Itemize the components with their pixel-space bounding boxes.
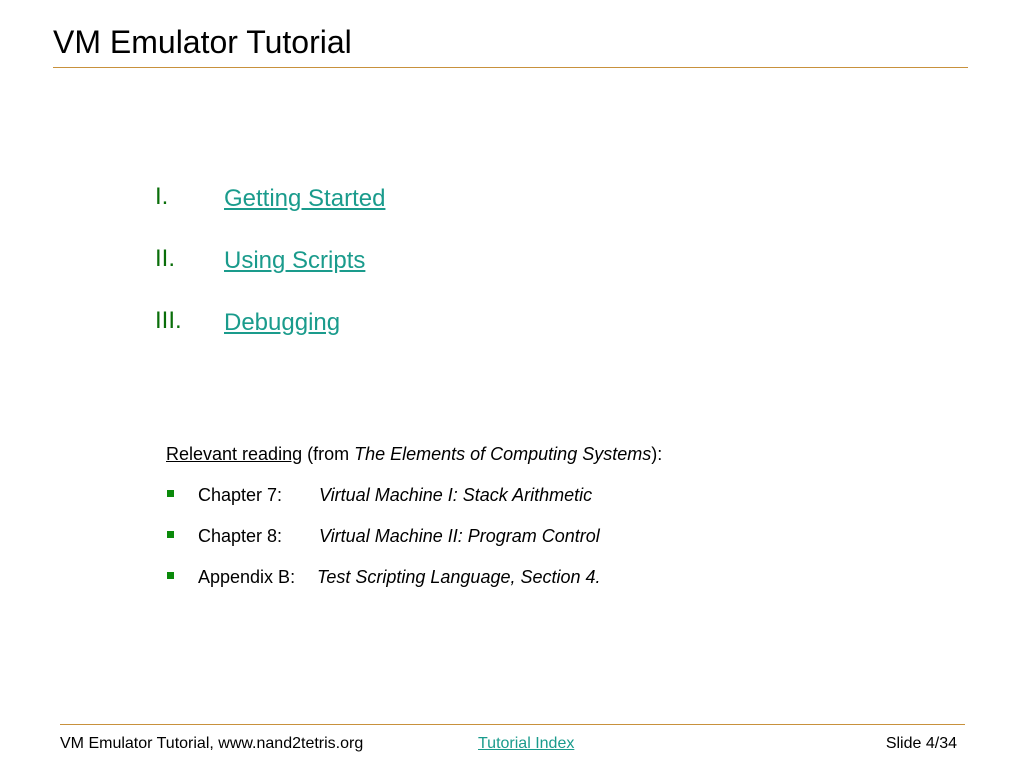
toc-numeral: II. — [155, 245, 176, 272]
toc-numeral: I. — [155, 183, 169, 210]
reading-suffix: ): — [651, 444, 663, 464]
chapter-label: Chapter 7: — [198, 485, 283, 505]
toc-link-debugging[interactable]: Debugging — [224, 309, 341, 336]
square-bullet-icon — [167, 531, 174, 538]
title-divider — [53, 67, 968, 68]
tutorial-index-link[interactable]: Tutorial Index — [478, 735, 575, 752]
relevant-reading-link[interactable]: Relevant reading — [166, 444, 303, 464]
chapter-title: Test Scripting Language, Section 4. — [317, 567, 601, 587]
chapter-title: Virtual Machine I: Stack Arithmetic — [319, 485, 593, 505]
toc-numeral: III. — [155, 307, 182, 334]
relevant-reading-line — [166, 443, 662, 465]
chapter-label: Chapter 8: — [198, 526, 283, 546]
book-title: The Elements of Computing Systems — [354, 444, 652, 464]
reading-from-prefix: (from — [302, 444, 355, 464]
toc-link-getting-started[interactable]: Getting Started — [224, 185, 386, 212]
square-bullet-icon — [167, 572, 174, 579]
chapter-title: Virtual Machine II: Program Control — [319, 526, 600, 546]
toc-link-using-scripts[interactable]: Using Scripts — [224, 247, 366, 274]
slide-title: VM Emulator Tutorial — [53, 24, 352, 60]
chapter-label: Appendix B: — [198, 567, 296, 587]
slide-number: Slide 4/34 — [885, 735, 957, 752]
footer-source: VM Emulator Tutorial, www.nand2tetris.org — [60, 735, 364, 752]
footer-divider — [60, 724, 965, 725]
square-bullet-icon — [167, 490, 174, 497]
